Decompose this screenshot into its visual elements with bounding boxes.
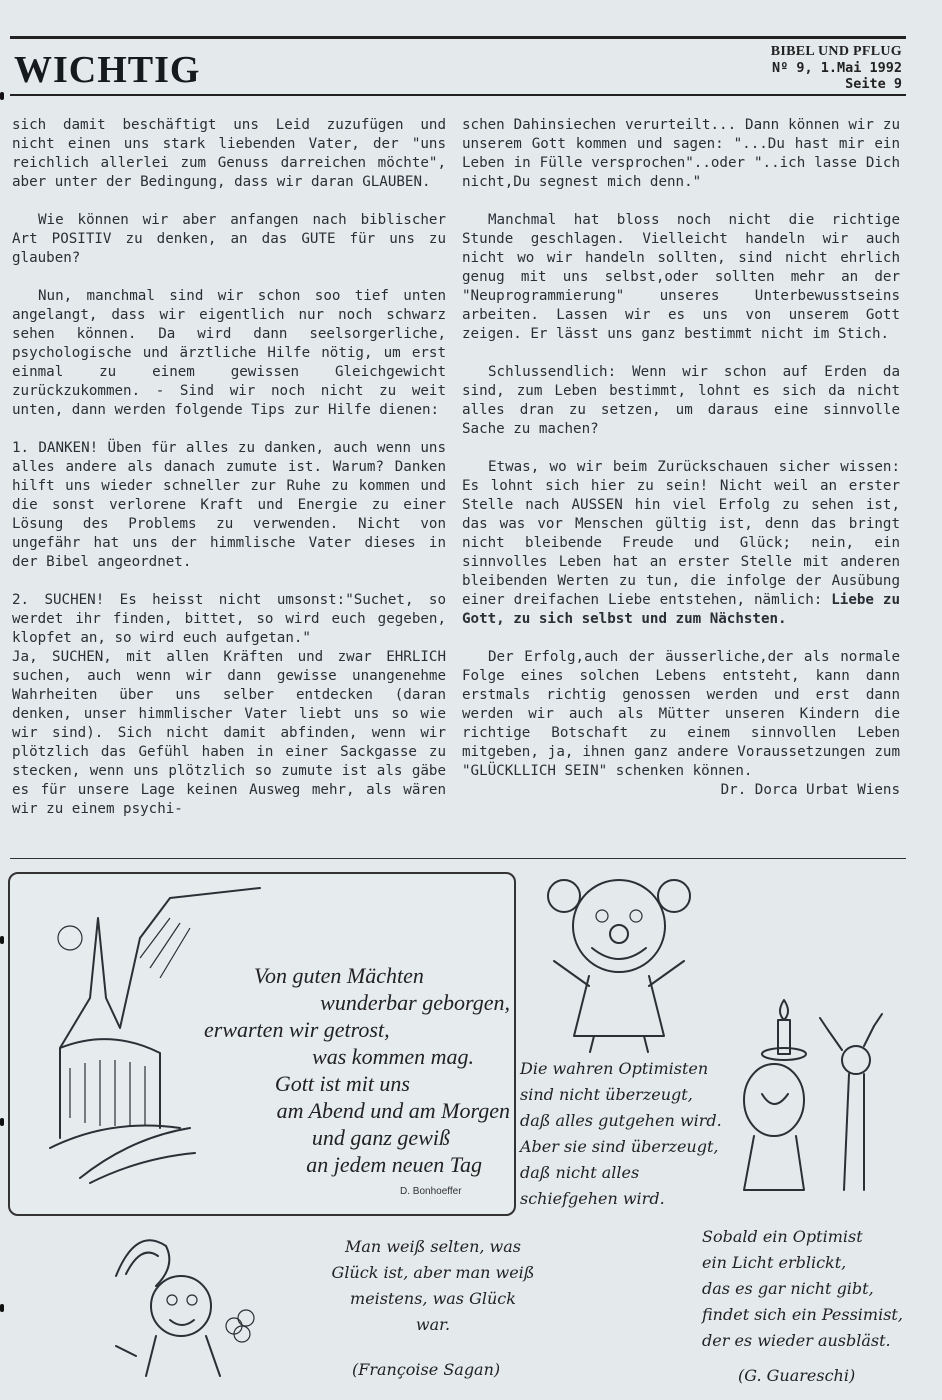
margin-mark bbox=[0, 92, 4, 100]
article-left-column bbox=[12, 116, 446, 819]
paragraph: Wie können wir aber anfangen nach biblischer Art POSITIV zu denken, an das GUTE für uns zu glauben? bbox=[12, 212, 446, 266]
paragraph: Ja, SUCHEN, mit allen Kräften und zwar EHRLICH suchen, auch wenn wir dann gewisse unangenehme Wahrheiten über uns selber entdecken (daran denken, unser himmlischer Vater liebt uns so wie wir sind). Sich nicht damit abfinden, wenn wir plötzlich das Gefühl haben in einer Sackgasse zu stecken, wenn uns plötzlich so zumute ist als gäbe es für unsere Lage keinen Ausweg mehr, als wären wir zu einem psychi- bbox=[12, 649, 446, 817]
paragraph: sich damit beschäftigt uns Leid zuzufügen und nicht einen uns stark liebenden Vater, der "uns reichlich allerlei zum Genuss darreichen möchte", aber unter der Bedingung, dass wir daran GLAUBEN. bbox=[12, 117, 446, 190]
poem-line: und ganz gewiß bbox=[311, 1125, 450, 1150]
pessimist-quote-author: (G. Guareschi) bbox=[738, 1366, 856, 1385]
emphasis-text: Liebe zu Gott, zu sich selbst und zum Nächsten. bbox=[462, 592, 900, 627]
margin-mark bbox=[0, 1118, 4, 1126]
clown-cartoon bbox=[534, 866, 714, 1056]
quote-line: findet sich ein Pessimist, bbox=[702, 1305, 903, 1324]
poem-line: Gott ist mit uns bbox=[274, 1071, 410, 1096]
quote-line: war. bbox=[415, 1315, 451, 1334]
header-top-rule bbox=[10, 36, 906, 39]
poem-line: was kommen mag. bbox=[312, 1044, 474, 1069]
paragraph: Manchmal hat bloss noch nicht die richtige Stunde geschlagen. Vielleicht handeln wir auch nicht wo wir handeln sollten, sind nicht ehrlich genug mit uns selbst,oder sollten mehr an der "Neuprogrammierung" unseres Unterbewusstseins arbeiten. Lassen wir es uns von unserem Gott zeigen. Er lässt uns ganz bestimmt nicht im Stich. bbox=[462, 212, 900, 342]
page-number: Seite 9 bbox=[845, 76, 902, 92]
quote-line: Man weiß selten, was bbox=[345, 1237, 521, 1256]
margin-mark bbox=[0, 1304, 4, 1312]
poem-author: D. Bonhoeffer bbox=[400, 1186, 462, 1197]
article-author: Dr. Dorca Urbat Wiens bbox=[720, 782, 900, 798]
article-right-column bbox=[462, 116, 900, 819]
quote-line: daß nicht alles bbox=[520, 1163, 640, 1182]
cathedral-illustration bbox=[20, 878, 210, 1198]
poem-line: am Abend und am Morgen bbox=[276, 1098, 510, 1123]
paragraph: Der Erfolg,auch der äusserliche,der als normale Folge eines solchen Lebens entsteht, kann dann erstmals richtig genossen werden und erst dann werden wir auch als Mütter unseren Kindern die richtige Botschaft zu einem sinnvollen Leben mitgeben, ja, ihnen ganz andere Voraussetzungen zum "GLÜCKLLICH SEIN" schenken können. bbox=[462, 649, 900, 779]
issue-date: Nº 9, 1.Mai 1992 bbox=[771, 60, 902, 76]
quote-line: ein Licht erblickt, bbox=[702, 1253, 847, 1272]
quote-line: das es gar nicht gibt, bbox=[702, 1279, 874, 1298]
optimist-quote bbox=[520, 1056, 722, 1212]
poem-line: wunderbar geborgen, bbox=[320, 990, 510, 1015]
poem-line: Von guten Mächten bbox=[254, 963, 424, 988]
publication-name: BIBEL UND PFLUG bbox=[770, 44, 902, 59]
horseshoe-cartoon bbox=[96, 1226, 266, 1386]
glueck-quote bbox=[318, 1234, 548, 1338]
paragraph: schen Dahinsiechen verurteilt... Dann können wir zu unserem Gott kommen und sagen: "...Du hast mir ein Leben in Fülle versprochen"..oder "..ich lasse Dich nicht,Du segnest mich denn." bbox=[462, 117, 900, 190]
paragraph: 2. SUCHEN! Es heisst nicht umsonst:"Suchet, so werdet ihr finden, bittet, so wird euch gegeben, klopfet an, so wird euch aufgetan." bbox=[12, 592, 446, 646]
quote-line: daß alles gutgehen wird. bbox=[520, 1111, 722, 1130]
paragraph: Schlussendlich: Wenn wir schon auf Erden da sind, zum Leben bestimmt, lohnt es sich da nicht alles dran zu setzen, um daraus eine sinnvolle Sache zu machen? bbox=[462, 364, 900, 437]
poem-line: erwarten wir getrost, bbox=[204, 1017, 390, 1042]
paragraph-text: Etwas, wo wir beim Zurückschauen sicher wissen: Es lohnt sich hier zu sein! Nicht weil an erster Stelle nach AUSSEN hin viel Erfolg zu sehen ist, das was vor Menschen gültig ist, denn das bringt nicht bleibende Freude und Glück; nein, ein sinnvolles Leben hat an erster Stelle mit anderen bleibenden Werten zu tun, die infolge der Ausübung einer dreifachen Liebe entstehen, nämlich: bbox=[462, 459, 900, 608]
poem-line: an jedem neuen Tag bbox=[306, 1152, 482, 1177]
quote-line: Glück ist, aber man weiß bbox=[331, 1263, 535, 1282]
quote-line: Aber sie sind überzeugt, bbox=[520, 1137, 719, 1156]
quote-line: meistens, was Glück bbox=[350, 1289, 516, 1308]
paragraph: 1. DANKEN! Üben für alles zu danken, auch wenn uns alles andere als danach zumute ist. Warum? Danken hilft uns wieder schneller zur Ruhe zu kommen und die sonst verlorene Kraft und Energie zu einer Lösung des Problems zu verwenden. Nicht von ungefähr hat uns der himmlische Vater dieses in der Bibel angeordnet. bbox=[12, 440, 446, 570]
quote-line: der es wieder ausbläst. bbox=[702, 1331, 891, 1350]
margin-mark bbox=[0, 936, 4, 944]
poem-text bbox=[196, 962, 510, 1178]
quote-line: sind nicht überzeugt, bbox=[520, 1085, 693, 1104]
quote-line: schiefgehen wird. bbox=[520, 1189, 665, 1208]
paragraph: Nun, manchmal sind wir schon soo tief unten angelangt, dass wir eigentlich nur noch schwarz sehen können. Da wird dann seelsorgerliche, psychologische und ärztliche Hilfe nötig, um erst einmal zu einem gewissen Gleichgewicht zurückzukommen. - Sind wir noch nicht zu weit unten, dann werden folgende Tips zur Hilfe dienen: bbox=[12, 288, 446, 418]
page-title: WICHTIG bbox=[14, 49, 201, 91]
quote-line: Die wahren Optimisten bbox=[520, 1059, 709, 1078]
header-bottom-rule bbox=[10, 94, 906, 96]
optimist-pessimist-cartoon bbox=[724, 990, 884, 1210]
pessimist-quote bbox=[702, 1224, 903, 1354]
glueck-quote-author: (Françoise Sagan) bbox=[352, 1360, 501, 1379]
paragraph bbox=[462, 458, 900, 629]
quote-line: Sobald ein Optimist bbox=[702, 1227, 863, 1246]
article-end-rule bbox=[10, 858, 906, 859]
header-info bbox=[771, 44, 902, 92]
